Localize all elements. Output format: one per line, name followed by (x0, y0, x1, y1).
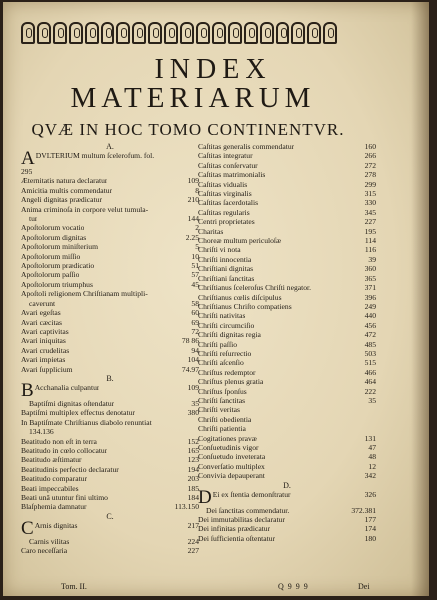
page-number: 72 (191, 326, 199, 336)
page-number: 152 (187, 436, 199, 446)
page-number: 380 (187, 408, 199, 418)
index-entry (21, 346, 199, 355)
index-entry (21, 537, 199, 546)
index-entry (21, 383, 199, 399)
index-entry (21, 242, 199, 251)
index-entry (198, 340, 376, 349)
entry-text: In Baptiſmate Chriſtianus diabolo renuntiat (21, 417, 152, 427)
entry-text: Chriſti veritas (198, 405, 240, 415)
page-number: 266 (364, 151, 376, 161)
entry-text: Chriſti dignitas regia (198, 330, 261, 340)
entry-text (21, 151, 154, 167)
entry-text: Chriſti innocentia (198, 254, 252, 264)
page-number: 60 (191, 308, 199, 318)
entry-text: Chriſtus ſponſus (198, 386, 247, 396)
entry-text: Caſtitas conſervatur (198, 160, 258, 170)
page-number: 12 (368, 461, 376, 471)
index-entry (198, 142, 376, 151)
index-entry (198, 321, 376, 330)
index-entry (21, 474, 199, 483)
entry-text: Amicitia multis commendatur (21, 185, 113, 195)
entry-text: Dei ſanctitas commendatur. (206, 505, 290, 515)
ornament-unit (69, 22, 83, 44)
page-number: 227 (187, 546, 199, 556)
entry-text: Converſatio multiplex (198, 461, 265, 471)
index-entry (198, 311, 376, 320)
page-number: 131 (364, 433, 376, 443)
entry-text: Cogitationes pravæ (198, 433, 257, 443)
page-number: 69 (191, 317, 199, 327)
entry-text: Charitas (198, 226, 224, 236)
index-entry (21, 176, 199, 185)
page-number: 224 (187, 536, 199, 546)
entry-text: Centri proprietates (198, 217, 255, 227)
ornament-unit (85, 22, 99, 44)
entry-text: Beati unâ utuntur fini ultimo (21, 493, 108, 502)
page-number: 485 (364, 339, 376, 349)
index-entry (21, 399, 199, 408)
page-number: 45 (191, 279, 199, 289)
page-number: 109 (187, 176, 199, 186)
index-entry (198, 452, 376, 461)
entry-text: caverunt (29, 298, 56, 308)
page-number: 330 (364, 198, 376, 208)
entry-label: Acchanalia culpantur (34, 382, 100, 392)
entry-text: Avari crudelitas (21, 345, 70, 355)
entry-text: Apoſtolorum miſſio (21, 251, 81, 261)
entry-text: Dei ſufficientia oſtentatur (198, 533, 276, 543)
ornament-unit (260, 22, 274, 44)
entry-text: Apoſtolorum paſſio (21, 270, 80, 280)
page-number: 342 (364, 471, 376, 481)
entry-text: Beatitudinis perfectio declaratur (21, 464, 119, 474)
entry-text: Avari impietas (21, 355, 66, 365)
page-number: 184 (187, 493, 199, 502)
entry-text: Chriſtus redemptor (198, 367, 256, 377)
page-number: 365 (364, 273, 376, 283)
page-number: 326 (364, 489, 376, 499)
page-number: 39 (368, 254, 376, 264)
entry-text: tur (29, 214, 38, 224)
page-number: 185 (187, 483, 199, 493)
index-entry (198, 424, 376, 433)
ornament-unit (307, 22, 321, 44)
entry-text: Apoſtolorum dignitas (21, 232, 87, 242)
ornament-unit (148, 22, 162, 44)
page-number: 104 (187, 355, 199, 365)
entry-text: Chriſtiani ſanctitas (198, 273, 255, 283)
index-entry (198, 198, 376, 207)
page-number: 180 (364, 533, 376, 543)
drop-capital: B (21, 382, 34, 399)
index-entry (198, 368, 376, 377)
ornament-unit (116, 22, 130, 44)
index-entry (198, 151, 376, 160)
entry-text: Dei infinitas prædicatur (198, 524, 271, 534)
index-entry (198, 405, 376, 414)
entry-text: Beatitudo in cœlo collocatur (21, 445, 108, 455)
index-entry (21, 252, 199, 261)
page-number: 272 (364, 160, 376, 170)
ornament-unit (101, 22, 115, 44)
entry-text (198, 490, 291, 506)
index-entry (21, 270, 199, 279)
entry-label: Ei ex ſtentia demonſtratur (212, 489, 291, 499)
entry-text: Chriſti paſſio (198, 339, 238, 349)
page-number: 10 (191, 251, 199, 261)
entry-text: Conſuetudo inveterata (198, 452, 266, 462)
page-number: 315 (364, 189, 376, 199)
entry-text: Convivia depauperant (198, 471, 265, 481)
index-entry (198, 330, 376, 339)
entry-text: Chriſtianus Chriſto compatiens (198, 301, 292, 311)
page-number: 35 (368, 395, 376, 405)
title-subtitle: QVÆ IN HOC TOMO CONTINENTVR. (31, 120, 345, 139)
index-entry (198, 415, 376, 424)
section-letter: C. (106, 511, 114, 521)
page-number: 440 (364, 311, 376, 321)
entry-label: DVLTERIUM multum ſcelerofum. fol. (35, 151, 155, 160)
ornament-unit (244, 22, 258, 44)
page-number: 464 (364, 377, 376, 387)
index-entry (21, 318, 199, 327)
index-entry (198, 161, 376, 170)
entry-text: Chriſti nativitas (198, 311, 246, 321)
index-entry (21, 437, 199, 446)
materiarum-title: MATERIARUM (70, 82, 316, 114)
page-number: 371 (364, 283, 376, 293)
page-number (373, 415, 376, 424)
index-entry (198, 227, 376, 236)
page-number: 5 (195, 242, 199, 252)
entry-text: Chriſti vi nota (198, 245, 241, 255)
ornament-unit (323, 22, 337, 44)
index-entry (21, 308, 199, 317)
page-gutter-shadow (411, 2, 429, 596)
page-number: 466 (364, 367, 376, 377)
index-title: INDEX (154, 54, 272, 85)
catchword: Dei (358, 582, 370, 591)
entry-text: Apoſtolorum triumphus (21, 279, 93, 289)
index-entry (21, 151, 199, 167)
page-number: 2.25 (185, 232, 199, 242)
page-number: 165 (187, 445, 199, 455)
index-entry (21, 408, 199, 417)
book-page (3, 2, 429, 596)
entry-label: Arnis dignitas (34, 520, 78, 530)
entry-text: Caſtitas vidualis (198, 179, 248, 189)
entry-text: Caſtitas ſacerdotalis (198, 198, 259, 208)
index-entry (198, 471, 376, 480)
index-entry (198, 208, 376, 217)
entry-text: Baptiſmi multiplex effectus denotatur (21, 408, 135, 418)
entry-text: Apoſtolorum miniſterium (21, 242, 98, 252)
entry-text: Angeli dignitas prædicatur (21, 195, 102, 205)
index-entry (198, 293, 376, 302)
page-number: 503 (364, 348, 376, 358)
index-entry (21, 336, 199, 345)
page-number: 203 (187, 474, 199, 484)
index-entry (21, 546, 199, 555)
ornament-unit (37, 22, 51, 44)
index-entry (21, 214, 199, 223)
entry-text: Chriſti ſanctitas (198, 395, 246, 405)
index-entry (198, 387, 376, 396)
entry-text: 295 (21, 167, 33, 176)
entry-text: Blaſphemia damnatur (21, 502, 87, 512)
entry-text: Carnis vilitas (29, 536, 70, 546)
entry-text: 134.136 (29, 427, 54, 437)
page-number: 515 (364, 358, 376, 368)
page-number: 210 (187, 195, 199, 205)
index-entry (198, 506, 376, 515)
ornament-unit (180, 22, 194, 44)
index-entry (21, 446, 199, 455)
page-number: 299 (364, 179, 376, 189)
index-entry (198, 490, 376, 506)
index-column-right (198, 142, 376, 543)
entry-text: Chriſti obedientia (198, 414, 252, 424)
entry-text: Chriſtus plenus gratia (198, 377, 264, 387)
entry-text: Conſuetudinis vigor (198, 443, 259, 452)
ornament-unit (291, 22, 305, 44)
page-number: 396 (364, 292, 376, 302)
entry-text: Chriſtianus cœlis diſcipulus (198, 292, 282, 302)
page-number: 8 (195, 185, 199, 195)
page-number: 345 (364, 207, 376, 217)
ornament-unit (164, 22, 178, 44)
entry-text: Chriſti circumciſio (198, 320, 255, 330)
entry-text: Avari ſupplicium (21, 364, 73, 374)
index-entry (21, 484, 199, 493)
index-entry (21, 299, 199, 308)
page-number: 222 (364, 386, 376, 396)
page-number: 456 (364, 320, 376, 330)
page-number: 194 (187, 464, 199, 474)
page-number: 372.381 (351, 505, 376, 515)
index-entry (21, 167, 199, 176)
page-number: 47 (368, 443, 376, 452)
index-entry (198, 396, 376, 405)
index-entry (198, 189, 376, 198)
page-number: 195 (364, 226, 376, 236)
page-number: 74.97 (181, 364, 199, 374)
entry-text: Choreæ multum periculoſæ (198, 236, 282, 246)
entry-text: Chriſti reſurrectio (198, 348, 252, 358)
entry-text: Caro neceſſaria (21, 546, 68, 556)
section-letter: D. (283, 480, 291, 490)
page-number: 109 (187, 382, 199, 392)
entry-text: Apoſtoli religionem Chriſtianam multipli- (21, 289, 148, 299)
entry-text: Caſtitas integratur (198, 151, 253, 161)
index-entry (198, 349, 376, 358)
index-entry (198, 170, 376, 179)
index-entry (198, 283, 376, 292)
index-entry (198, 302, 376, 311)
entry-text: Dei immutabilitas declaratur (198, 515, 285, 525)
entry-text: Avari captivitas (21, 326, 69, 336)
index-entry (21, 465, 199, 474)
index-entry (198, 236, 376, 245)
section-letter: B. (106, 373, 114, 383)
page-number: 116 (364, 245, 376, 255)
page-number: 48 (368, 452, 376, 462)
volume-note: Tom. II. (61, 582, 87, 591)
drop-capital: C (21, 520, 34, 537)
entry-text: Beati impeccabiles (21, 483, 79, 493)
entry-text: Beatitudo non eſt in terra (21, 436, 97, 446)
page-number: 57 (191, 270, 199, 280)
entry-text: Apoſtolorum vocatio (21, 223, 85, 233)
entry-text: Caſtitas matrimonialis (198, 170, 266, 180)
index-entry (198, 358, 376, 367)
page-number: 78 86 (181, 336, 199, 346)
index-entry (198, 274, 376, 283)
entry-text: Caſtitas generalis commendatur (198, 142, 295, 151)
index-entry (21, 355, 199, 364)
ornament-unit (276, 22, 290, 44)
index-entry (198, 255, 376, 264)
page-number: 94 (191, 345, 199, 355)
index-entry (198, 217, 376, 226)
index-entry (21, 327, 199, 336)
index-entry (21, 261, 199, 270)
entry-text: Baptiſmi dignitas oſtendatur (29, 398, 115, 408)
index-entry (21, 455, 199, 464)
drop-capital: A (21, 151, 35, 167)
page-number: 174 (364, 524, 376, 534)
entry-text: Avari egeſtas (21, 308, 61, 318)
entry-text: Caſtitas regularis (198, 207, 250, 217)
signature-mark: Q 9 9 9 (278, 582, 309, 591)
index-entry (198, 534, 376, 543)
entry-text: Chriſti aſcenſio (198, 358, 244, 368)
index-entry (21, 427, 199, 436)
index-entry (21, 502, 199, 511)
index-entry (198, 462, 376, 471)
index-entry (198, 180, 376, 189)
index-entry (21, 205, 199, 214)
page-number: 2 (195, 223, 199, 233)
page-number: 360 (364, 264, 376, 274)
page-number: 160 (364, 142, 376, 151)
ornament-unit (132, 22, 146, 44)
index-entry (21, 223, 199, 232)
entry-text: Chriſtiani dignitas (198, 264, 254, 274)
page-number: 35 (191, 398, 199, 408)
index-entry (21, 289, 199, 298)
index-entry (21, 493, 199, 502)
index-entry (198, 245, 376, 254)
entry-text: Beatitudo comparatur (21, 474, 88, 484)
page-number: 177 (364, 515, 376, 525)
entry-text: Beatitudo æſtimatur (21, 455, 82, 465)
index-entry (198, 515, 376, 524)
index-entry (21, 186, 199, 195)
page-number: 144 (187, 214, 199, 224)
page-number: 227 (364, 217, 376, 227)
page-number: 472 (364, 330, 376, 340)
ornament-unit (196, 22, 210, 44)
page-number: 278 (364, 170, 376, 180)
index-entry (21, 195, 199, 204)
index-entry (198, 264, 376, 273)
entry-text: Chriſti patientia (198, 424, 246, 434)
entry-text: Caſtitas virginalis (198, 189, 252, 199)
entry-text: Anima criminoſa in corpore velut tumula- (21, 204, 149, 214)
ornament-unit (212, 22, 226, 44)
page-number: 114 (364, 236, 376, 246)
page-number: 58 (191, 298, 199, 308)
index-entry (21, 233, 199, 242)
entry-text: Æternitatis natura declaratur (21, 176, 108, 186)
ornamental-border (21, 22, 339, 52)
page-number (373, 405, 376, 414)
page-number: 51 (191, 261, 199, 271)
entry-text (21, 521, 78, 537)
index-column-left (21, 142, 199, 556)
ornament-unit (21, 22, 35, 44)
index-entry (21, 280, 199, 289)
index-entry (198, 443, 376, 452)
index-entry (198, 377, 376, 386)
page-number: 217 (187, 520, 199, 530)
index-entry (21, 521, 199, 537)
entry-text (21, 383, 99, 399)
ornament-unit (228, 22, 242, 44)
section-letter: A. (106, 142, 114, 151)
entry-text: Avari iniquitas (21, 336, 66, 346)
page-number: 249 (364, 301, 376, 311)
index-entry (21, 418, 199, 427)
entry-text: Chriſtianus ſceleroſus Chriſti negator. (198, 283, 312, 293)
index-entry (21, 365, 199, 374)
index-entry (198, 434, 376, 443)
entry-text: Apoſtolorum prædicatio (21, 261, 95, 271)
index-entry (198, 524, 376, 533)
drop-capital: D (198, 489, 212, 506)
ornament-unit (53, 22, 67, 44)
page-number: 123 (187, 455, 199, 465)
entry-text: Avari cæcitas (21, 317, 62, 327)
page-number (373, 424, 376, 433)
page-number: 113.150 (174, 502, 199, 512)
